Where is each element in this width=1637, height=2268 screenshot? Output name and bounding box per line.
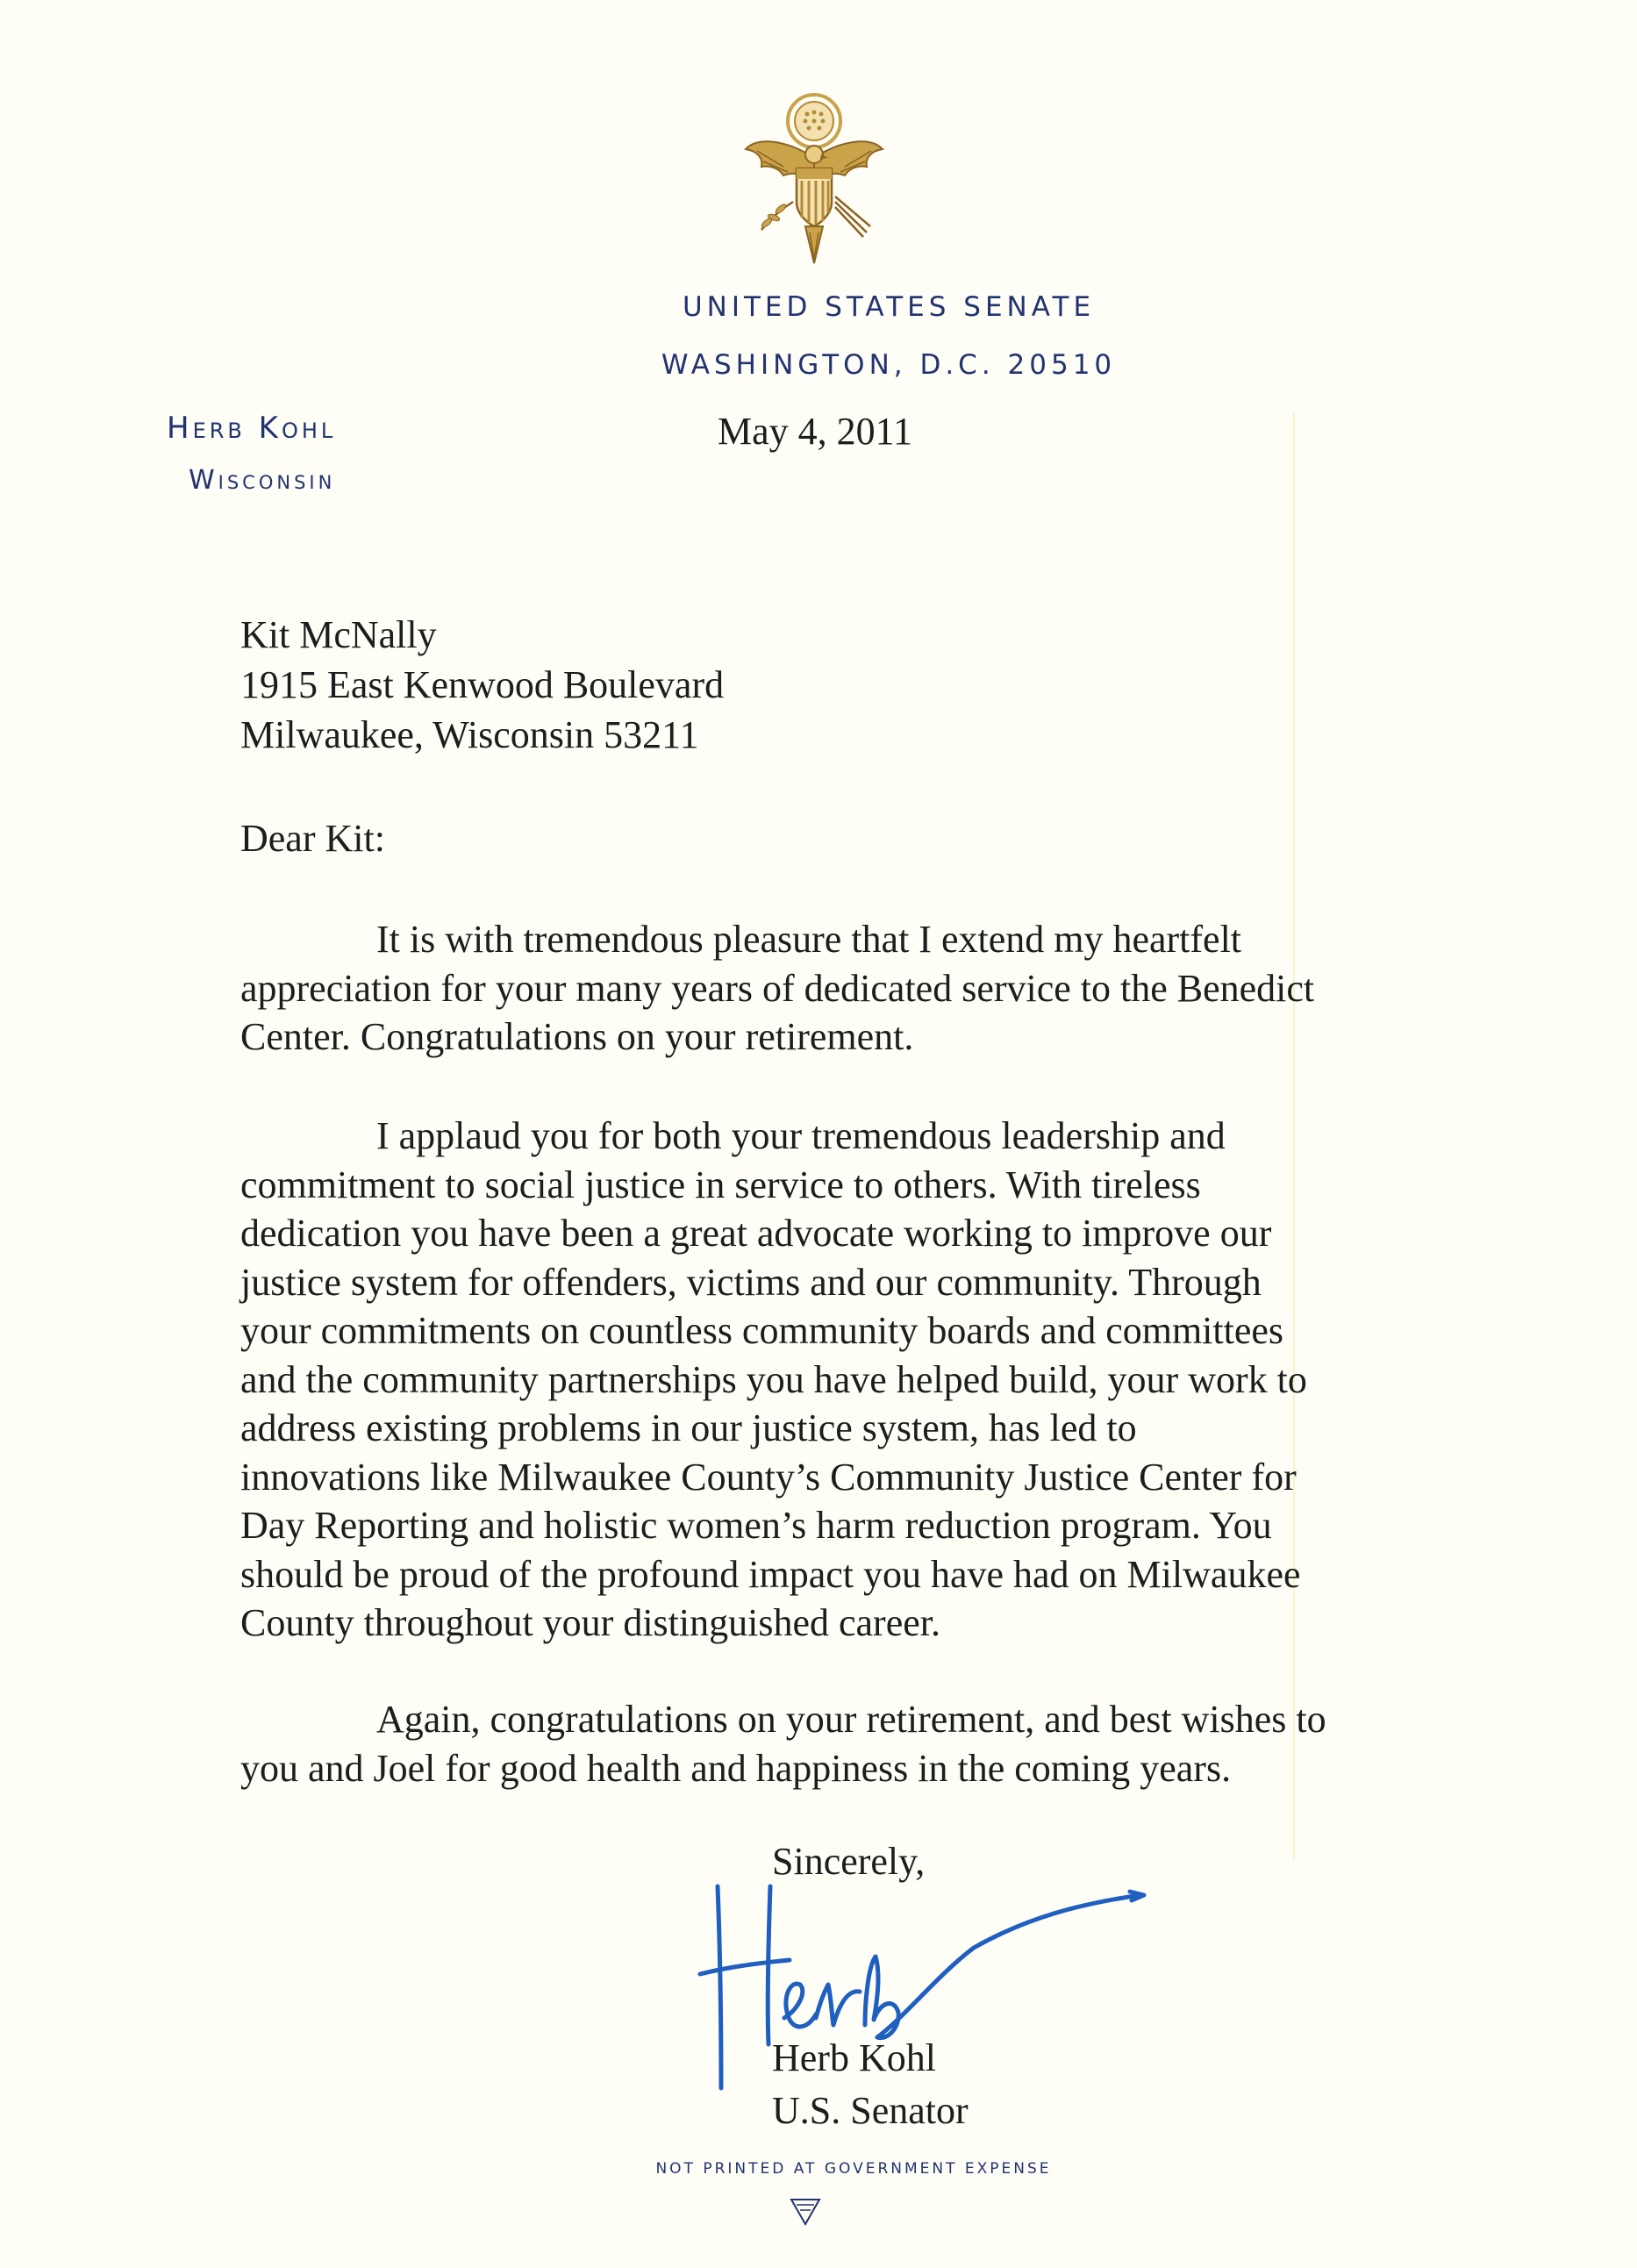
signatory-title: U.S. Senator	[772, 2089, 969, 2132]
paragraph-line: you and Joel for good health and happiness in the coming years.	[240, 1746, 1232, 1790]
footer-note: NOT PRINTED AT GOVERNMENT EXPENSE	[655, 2160, 1052, 2178]
paragraph-line: Day Reporting and holistic women’s harm reduction program. You	[240, 1504, 1272, 1547]
letterhead-city: WASHINGTON, D.C. 20510	[661, 349, 1117, 381]
salutation: Dear Kit:	[240, 817, 385, 860]
paragraph-line: innovations like Milwaukee County’s Community Justice Center for	[240, 1455, 1297, 1499]
paragraph-line: and the community partnerships you have helped build, your work to	[240, 1357, 1307, 1401]
closing: Sincerely,	[772, 1840, 926, 1883]
sender-state: Wisconsin	[189, 465, 336, 496]
sender-name: Herb Kohl	[167, 411, 337, 446]
recipient-street: 1915 East Kenwood Boulevard	[240, 663, 725, 706]
body-paragraph-1	[240, 915, 1451, 1062]
recipient-address	[240, 610, 724, 760]
paragraph-line: address existing problems in our justice system, has led to	[240, 1406, 1137, 1449]
paragraph-line: It is with tremendous pleasure that I extend my heartfelt	[376, 918, 1242, 961]
paragraph-line: appreciation for your many years of dedicated service to the Benedict	[240, 966, 1315, 1010]
great-seal-eagle-icon	[735, 88, 893, 281]
paragraph-line: your commitments on countless community boards and committees	[240, 1309, 1284, 1352]
letterhead-institution: UNITED STATES SENATE	[682, 291, 1096, 323]
paragraph-line: Again, congratulations on your retirement, and best wishes to	[376, 1698, 1326, 1741]
signatory-name: Herb Kohl	[772, 2036, 936, 2079]
body-paragraph-2	[240, 1112, 1451, 1648]
body-paragraph-3	[240, 1695, 1451, 1792]
paragraph-line: should be proud of the profound impact you have had on Milwaukee	[240, 1552, 1301, 1596]
paragraph-line: Center. Congratulations on your retirement.	[240, 1015, 914, 1058]
paragraph-line: commitment to social justice in service to others. With tireless	[240, 1163, 1201, 1206]
letter-date: May 4, 2011	[718, 410, 913, 453]
paragraph-line: I applaud you for both your tremendous leadership and	[376, 1114, 1226, 1157]
paragraph-line: County throughout your distinguished career.	[240, 1601, 940, 1644]
paragraph-line: dedication you have been a great advocate working to improve our	[240, 1212, 1272, 1255]
paragraph-line: justice system for offenders, victims and our community. Through	[240, 1260, 1262, 1304]
recipient-name: Kit McNally	[240, 613, 437, 656]
recipient-city-state-zip: Milwaukee, Wisconsin 53211	[240, 713, 699, 756]
union-label-icon	[790, 2198, 821, 2226]
